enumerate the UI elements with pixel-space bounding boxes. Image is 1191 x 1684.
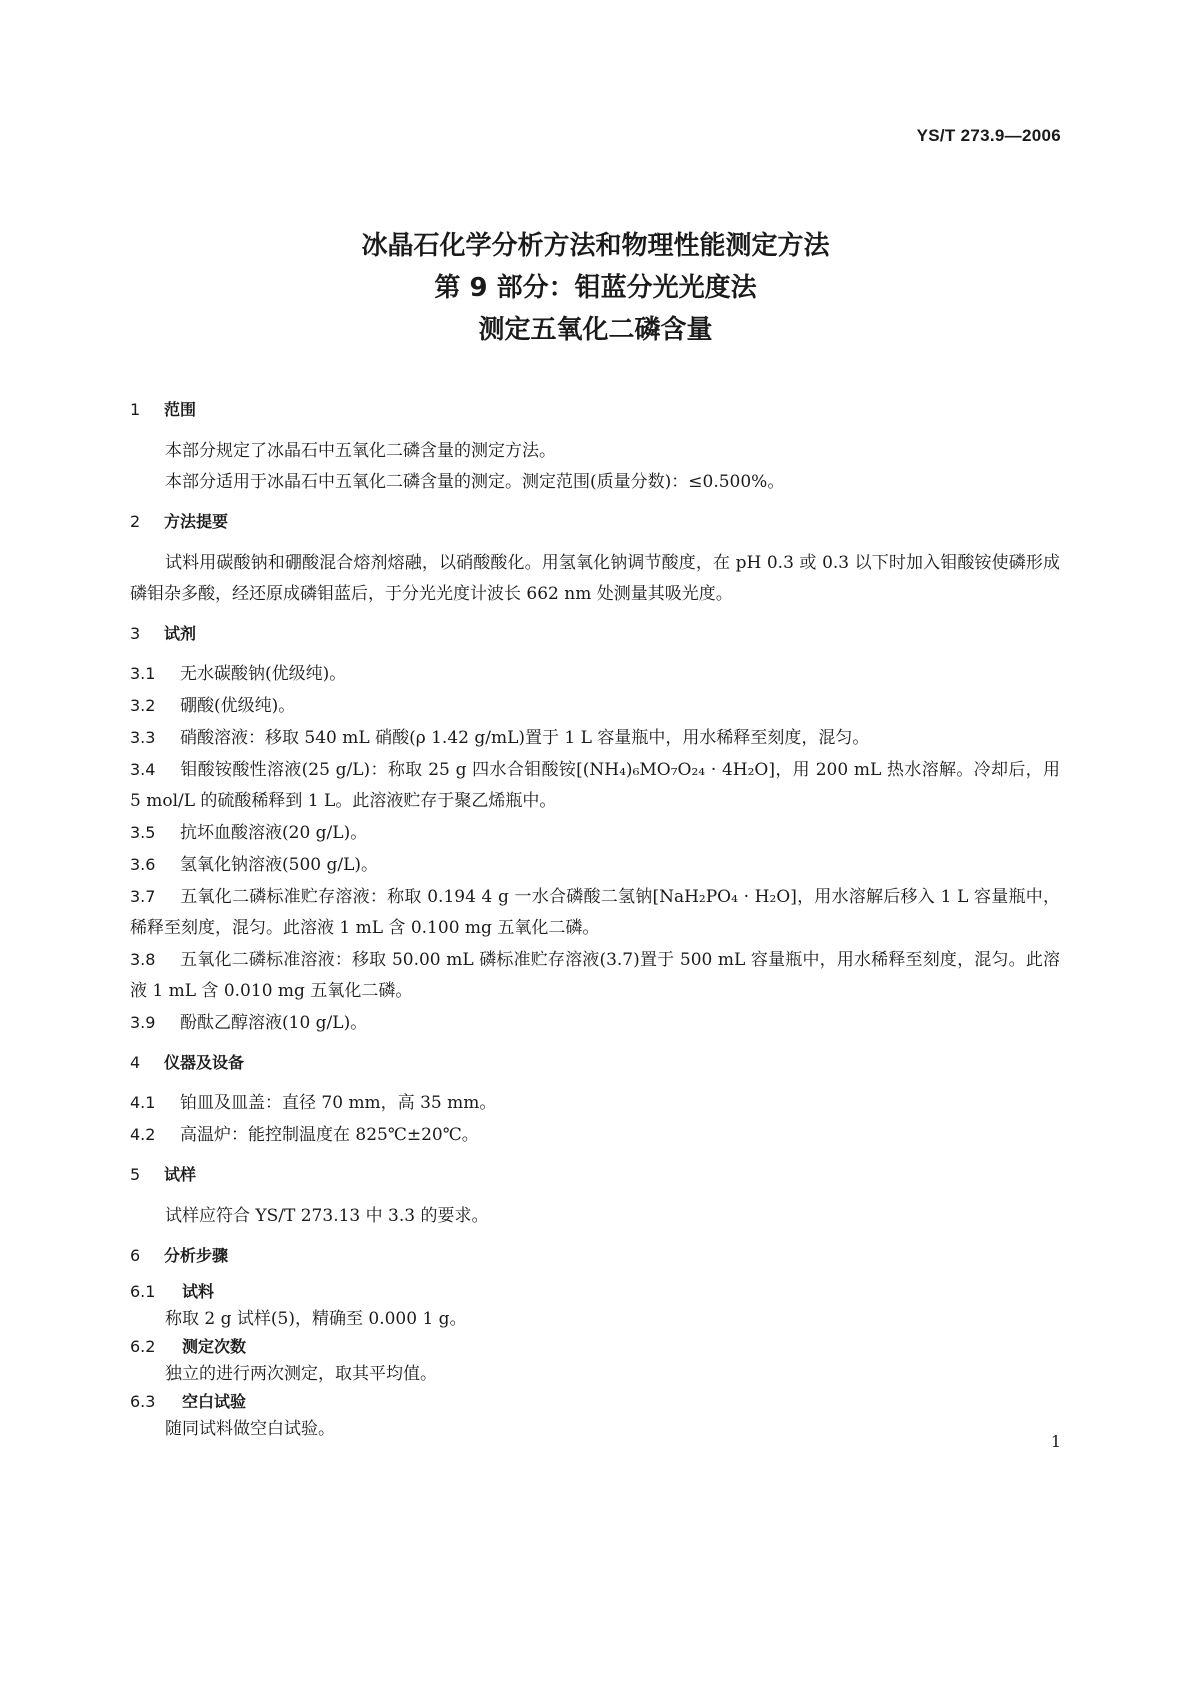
list-item	[130, 1007, 1060, 1039]
subsection-heading	[130, 1335, 1060, 1359]
section-number: 1	[130, 400, 141, 419]
section-title: 试样	[164, 1165, 197, 1184]
subsection-text: 独立的进行两次测定，取其平均值。	[165, 1364, 437, 1384]
item-text: 五氧化二磷标准贮存溶液：称取 0.194 4 g 一水合磷酸二氢钠[NaH₂PO₄ · H₂O]，用水溶解后移入 1 L 容量瓶中，稀释至刻度，混匀。此溶液 1 mL 含 0.100 mg 五氧化二磷。	[130, 887, 1060, 938]
item-number: 3.4	[130, 760, 156, 779]
item-text: 抗坏血酸溶液(20 g/L)。	[180, 823, 368, 843]
item-text: 高温炉：能控制温度在 825℃±20℃。	[180, 1125, 479, 1145]
subsection-title: 测定次数	[182, 1337, 247, 1356]
item-text: 氢氧化钠溶液(500 g/L)。	[180, 855, 379, 875]
item-number: 3.6	[130, 855, 156, 874]
item-text: 五氧化二磷标准溶液：移取 50.00 mL 磷标准贮存溶液(3.7)置于 500 mL 容量瓶中，用水稀释至刻度，混匀。此溶液 1 mL 含 0.010 mg 五氧化二磷。	[130, 950, 1060, 1001]
subsection-heading	[130, 1390, 1060, 1414]
item-text: 无水碳酸钠(优级纯)。	[180, 664, 347, 684]
subsection-text: 随同试料做空白试验。	[165, 1419, 335, 1439]
item-number: 3.9	[130, 1013, 156, 1032]
subsection-heading	[130, 1280, 1060, 1304]
section-title: 仪器及设备	[164, 1053, 245, 1072]
section-title: 试剂	[164, 624, 197, 643]
item-text: 酚酞乙醇溶液(10 g/L)。	[180, 1013, 368, 1033]
list-item	[130, 817, 1060, 849]
list-item	[130, 944, 1060, 1007]
paragraph: 试料用碳酸钠和硼酸混合熔剂熔融，以硝酸酸化。用氢氧化钠调节酸度，在 pH 0.3 或 0.3 以下时加入钼酸铵使磷形成磷钼杂多酸，经还原成磷钼蓝后，于分光光度计波长 662 nm 处测量其吸光度。	[130, 553, 1060, 604]
section-5-heading	[130, 1163, 1060, 1187]
section-number: 2	[130, 512, 141, 531]
section-2-heading	[130, 510, 1060, 534]
subsection-number: 6.2	[130, 1337, 156, 1356]
subsection-title: 试料	[182, 1282, 215, 1301]
section-3-heading	[130, 622, 1060, 646]
section-6-heading	[130, 1244, 1060, 1268]
paragraph: 试样应符合 YS/T 273.13 中 3.3 的要求。	[165, 1206, 489, 1226]
item-number: 3.2	[130, 696, 156, 715]
item-text: 钼酸铵酸性溶液(25 g/L)：称取 25 g 四水合钼酸铵[(NH₄)₆MO₇O₂₄ · 4H₂O]，用 200 mL 热水溶解。冷却后，用 5 mol/L 的硫酸稀释到 1 L。此溶液贮存于聚乙烯瓶中。	[130, 760, 1060, 811]
section-4-heading	[130, 1051, 1060, 1075]
section-title: 分析步骤	[164, 1246, 229, 1265]
item-number: 3.1	[130, 664, 156, 683]
subsection-number: 6.1	[130, 1282, 156, 1301]
title-line-2: 第 9 部分：钼蓝分光光度法	[434, 273, 757, 303]
list-item	[130, 722, 1060, 754]
subsection-title: 空白试验	[182, 1392, 247, 1411]
standard-code: YS/T 273.9—2006	[916, 126, 1061, 145]
list-item	[130, 690, 1060, 722]
section-title: 范围	[164, 400, 197, 419]
section-number: 5	[130, 1165, 141, 1184]
section-number: 3	[130, 624, 141, 643]
section-title: 方法提要	[164, 512, 229, 531]
title-line-3: 测定五氧化二磷含量	[478, 315, 713, 345]
document-body	[130, 398, 1060, 1445]
item-text: 硝酸溶液：移取 540 mL 硝酸(ρ 1.42 g/mL)置于 1 L 容量瓶中，用水稀释至刻度，混匀。	[180, 728, 870, 748]
item-number: 4.2	[130, 1125, 156, 1144]
page-number: 1	[1050, 1432, 1061, 1451]
list-item	[130, 1119, 1060, 1151]
paragraph: 本部分适用于冰晶石中五氧化二磷含量的测定。测定范围(质量分数)：≤0.500%。	[165, 472, 785, 492]
subsection-text: 称取 2 g 试样(5)，精确至 0.000 1 g。	[165, 1309, 467, 1329]
item-text: 硼酸(优级纯)。	[180, 696, 296, 716]
item-text: 铂皿及皿盖：直径 70 mm，高 35 mm。	[180, 1093, 497, 1113]
item-number: 3.5	[130, 823, 156, 842]
list-item	[130, 1087, 1060, 1119]
item-number: 4.1	[130, 1093, 156, 1112]
section-number: 4	[130, 1053, 141, 1072]
section-number: 6	[130, 1246, 141, 1265]
document-title	[0, 225, 1191, 351]
item-number: 3.7	[130, 887, 156, 906]
item-number: 3.3	[130, 728, 156, 747]
list-item	[130, 849, 1060, 881]
title-line-1: 冰晶石化学分析方法和物理性能测定方法	[361, 231, 830, 261]
item-number: 3.8	[130, 950, 156, 969]
section-1-heading	[130, 398, 1060, 422]
list-item	[130, 658, 1060, 690]
list-item	[130, 754, 1060, 817]
subsection-number: 6.3	[130, 1392, 156, 1411]
paragraph: 本部分规定了冰晶石中五氧化二磷含量的测定方法。	[165, 441, 556, 461]
list-item	[130, 881, 1060, 944]
